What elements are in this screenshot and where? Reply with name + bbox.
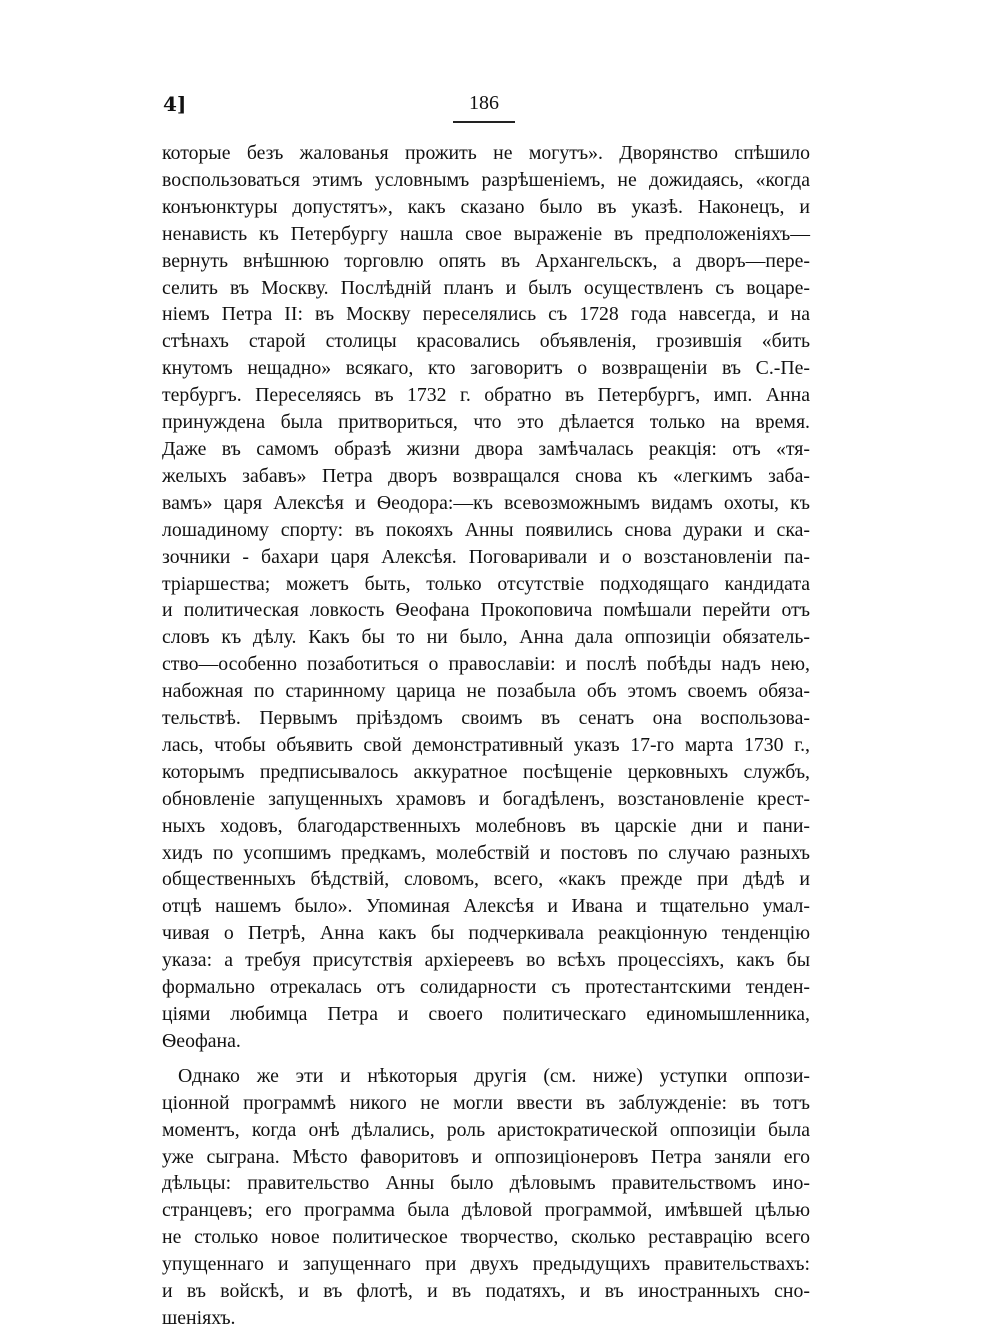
text-line: и въ войскѣ, и въ флотѣ, и въ податяхъ, и въ иностранныхъ сно- <box>162 1280 810 1303</box>
text-line: ніемъ Петра II: въ Москву переселялись съ 1728 года навсегда, и на <box>162 303 810 326</box>
text-line: которымъ предписывалось аккуратное посѣщеніе церковныхъ службъ, <box>162 760 810 783</box>
text-line: словъ къ дѣлу. Какъ бы то ни было, Анна дала оппозиціи обязатель- <box>162 626 810 649</box>
text-line: общественныхъ бѣдствій, словомъ, всего, «какъ прежде при дѣдѣ и <box>162 868 810 891</box>
text-line: воспользоваться этимъ условнымъ разрѣшеніемъ, не дожидаясь, «когда <box>162 168 810 191</box>
text-line: Даже въ самомъ образѣ жизни двора замѣчалась реакція: отъ «тя- <box>162 437 810 460</box>
text-line: селить въ Москву. Послѣдній планъ и былъ осуществленъ съ воцаре- <box>162 276 810 299</box>
text-line: конъюнктуры допустятъ», какъ сказано было въ указѣ. Наконецъ, и <box>162 195 810 218</box>
text-line: Ѳеофана. <box>162 1029 241 1052</box>
text-line: которые безъ жалованья прожить не могутъ». Дворянство спѣшило <box>162 142 810 164</box>
text-line: Однако же эти и нѣкоторыя другія (см. ниже) уступки оппози- <box>178 1064 810 1087</box>
signature-mark: 4] <box>163 92 187 116</box>
text-line: лась, чтобы объявить свой демонстративный указъ 17-го марта 1730 г., <box>162 733 810 756</box>
body-text <box>162 140 810 1332</box>
text-line: указа: а требуя присутствія архіереевъ во всѣхъ процессіяхъ, какъ бы <box>162 949 810 972</box>
paragraph <box>162 140 810 1055</box>
text-line: кнутомъ нещадно» всякаго, кто заговоритъ о возвращеніи въ С.-Пе- <box>162 357 810 380</box>
paragraph <box>162 1063 810 1332</box>
text-line: дѣльцы: правительство Анны было дѣловымъ правительствомъ ино- <box>162 1172 810 1195</box>
text-line: хидъ по усопшимъ предкамъ, молебствій и постовъ по случаю разныхъ <box>162 841 810 864</box>
text-line: шеніяхъ. <box>162 1306 236 1329</box>
text-line: не столько новое политическое творчество, сколько реставрацію всего <box>162 1226 810 1249</box>
text-line: стѣнахъ старой столицы красовались объявленія, грозившія «бить <box>162 330 810 353</box>
text-line: чивая о Петрѣ, Анна какъ бы подчеркивала реакціонную тенденцію <box>162 922 810 945</box>
text-line: набожная по старинному царица не позабыла объ этомъ своемъ обяза- <box>162 680 810 703</box>
text-line: странцевъ; его программа была дѣловой программой, имѣвшей цѣлью <box>162 1199 810 1222</box>
page-number: 186 <box>453 92 515 123</box>
text-line: ненависть къ Петербургу нашла свое выраженіе въ предположеніяхъ— <box>162 222 810 245</box>
text-line: тельствѣ. Первымъ пріѣздомъ своимъ въ сенатъ она воспользова- <box>162 707 810 730</box>
text-line: тріаршества; можетъ быть, только отсутствіе подходящаго кандидата <box>162 572 810 595</box>
text-line: тербургъ. Переселяясь въ 1732 г. обратно въ Петербургъ, имп. Анна <box>162 384 810 407</box>
text-line: ціями любимца Петра и своего политическаго единомышленника, <box>162 1003 810 1025</box>
text-line: упущеннаго и запущеннаго при двухъ предыдущихъ правительствахъ: <box>162 1253 810 1276</box>
text-line: формально отрекалась отъ солидарности съ протестантскими тенден- <box>162 976 810 999</box>
text-line: и политическая ловкость Ѳеофана Прокоповича помѣшали перейти отъ <box>162 599 810 622</box>
text-line: лошадиному спорту: въ покояхъ Анны появились снова дураки и ска- <box>162 518 810 541</box>
text-line: обновленіе запущенныхъ храмовъ и богадѣленъ, возстановленіе крест- <box>162 787 810 810</box>
text-line: принуждена была притвориться, что это дѣлается только на время. <box>162 411 810 434</box>
text-line: уже сыграна. Мѣсто фаворитовъ и оппозиціонеровъ Петра заняли его <box>162 1145 810 1168</box>
text-line: зочники - бахари царя Алексѣя. Поговаривали и о возстановленіи па- <box>162 545 810 568</box>
page-header <box>163 92 808 126</box>
text-line: ныхъ ходовъ, благодарственныхъ молебновъ въ царскіе дни и пани- <box>162 814 810 837</box>
text-line: вамъ» царя Алексѣя и Ѳеодора:—къ всевозможнымъ видамъ охоты, къ <box>162 491 810 514</box>
text-line: ціонной программѣ никого не могли ввести въ заблужденіе: въ тотъ <box>162 1091 810 1114</box>
text-line: вернуть внѣшнюю торговлю опять въ Архангельскъ, а дворъ—пере- <box>162 249 810 272</box>
text-line: отцѣ нашемъ было». Упоминая Алексѣя и Ивана и тщательно умал- <box>162 895 810 918</box>
text-line: желыхъ забавъ» Петра дворъ возвращался снова къ «легкимъ заба- <box>162 464 810 487</box>
text-line: моментъ, когда онѣ дѣлались, роль аристократической оппозиціи была <box>162 1118 810 1141</box>
text-line: ство—особенно позаботиться о православіи: и послѣ побѣды надъ нею, <box>162 653 810 676</box>
